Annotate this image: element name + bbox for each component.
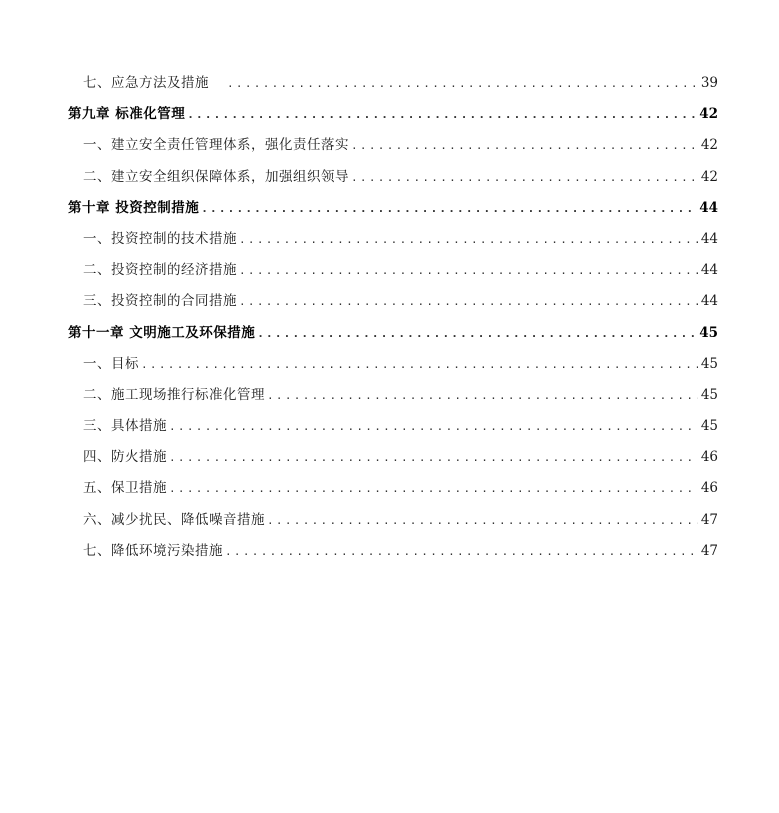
toc-page-number: 45	[700, 355, 718, 372]
toc-dot-leader	[351, 130, 698, 161]
toc-page-number: 42	[700, 137, 718, 154]
toc-dot-leader	[201, 193, 697, 224]
toc-page-number: 42	[700, 168, 718, 185]
toc-dot-leader	[257, 318, 697, 349]
toc-page-number: 45	[700, 418, 718, 435]
toc-entry[interactable]	[68, 536, 718, 567]
table-of-contents	[68, 68, 718, 567]
toc-entry-label: 七、降低环境污染措施	[83, 542, 223, 559]
toc-page-number: 44	[700, 230, 718, 247]
toc-entry-label: 一、建立安全责任管理体系，强化责任落实	[83, 137, 349, 154]
toc-entry-label: 一、投资控制的技术措施	[83, 230, 237, 247]
toc-page-number: 42	[699, 106, 718, 123]
toc-entry[interactable]	[68, 411, 718, 442]
toc-entry[interactable]	[68, 224, 718, 255]
toc-chapter-entry[interactable]	[68, 99, 718, 130]
toc-page-number: 46	[700, 480, 718, 497]
toc-page-number: 44	[699, 199, 718, 216]
toc-entry[interactable]	[68, 505, 718, 536]
toc-entry-label: 六、减少扰民、降低噪音措施	[83, 511, 265, 528]
toc-dot-leader	[169, 473, 698, 504]
toc-entry-label: 一、目标	[83, 355, 139, 372]
toc-entry-label: 五、保卫措施	[83, 480, 167, 497]
toc-page-number: 45	[700, 386, 718, 403]
toc-entry-label: 二、投资控制的经济措施	[83, 262, 237, 279]
toc-page-number: 44	[700, 293, 718, 310]
toc-entry-label: 第十章 投资控制措施	[68, 199, 200, 216]
toc-entry-label: 三、投资控制的合同措施	[83, 293, 237, 310]
toc-entry[interactable]	[68, 380, 718, 411]
toc-dot-leader	[225, 536, 698, 567]
toc-entry-label: 四、防火措施	[83, 449, 167, 466]
toc-entry[interactable]	[68, 162, 718, 193]
toc-page-number: 47	[700, 511, 718, 528]
toc-page-number: 46	[700, 449, 718, 466]
toc-entry-label: 二、建立安全组织保障体系，加强组织领导	[83, 168, 349, 185]
toc-entry[interactable]	[68, 68, 718, 99]
toc-entry[interactable]	[68, 286, 718, 317]
toc-page-number: 39	[700, 75, 718, 91]
toc-dot-leader	[239, 286, 698, 317]
toc-dot-leader	[267, 380, 698, 411]
toc-entry-label: 第十一章 文明施工及环保措施	[68, 324, 256, 341]
toc-entry[interactable]	[68, 473, 718, 504]
toc-page-number: 47	[700, 542, 718, 559]
toc-dot-leader	[187, 99, 697, 130]
toc-dot-leader	[351, 162, 698, 193]
toc-entry-label: 七、应急方法及措施	[83, 75, 209, 91]
toc-dot-leader	[239, 255, 698, 286]
toc-entry[interactable]	[68, 442, 718, 473]
toc-entry-label: 三、具体措施	[83, 418, 167, 435]
toc-page-number: 44	[700, 262, 718, 279]
toc-dot-leader	[169, 442, 698, 473]
toc-entry-label: 第九章 标准化管理	[68, 106, 186, 123]
toc-entry[interactable]	[68, 349, 718, 380]
toc-dot-leader	[239, 224, 698, 255]
toc-dot-leader	[227, 68, 698, 99]
toc-page-number: 45	[699, 324, 718, 341]
toc-chapter-entry[interactable]	[68, 193, 718, 224]
toc-chapter-entry[interactable]	[68, 318, 718, 349]
toc-dot-leader	[169, 411, 698, 442]
toc-dot-leader	[267, 505, 698, 536]
toc-entry-label: 二、施工现场推行标准化管理	[83, 386, 265, 403]
toc-entry[interactable]	[68, 130, 718, 161]
toc-dot-leader	[141, 349, 698, 380]
toc-entry[interactable]	[68, 255, 718, 286]
